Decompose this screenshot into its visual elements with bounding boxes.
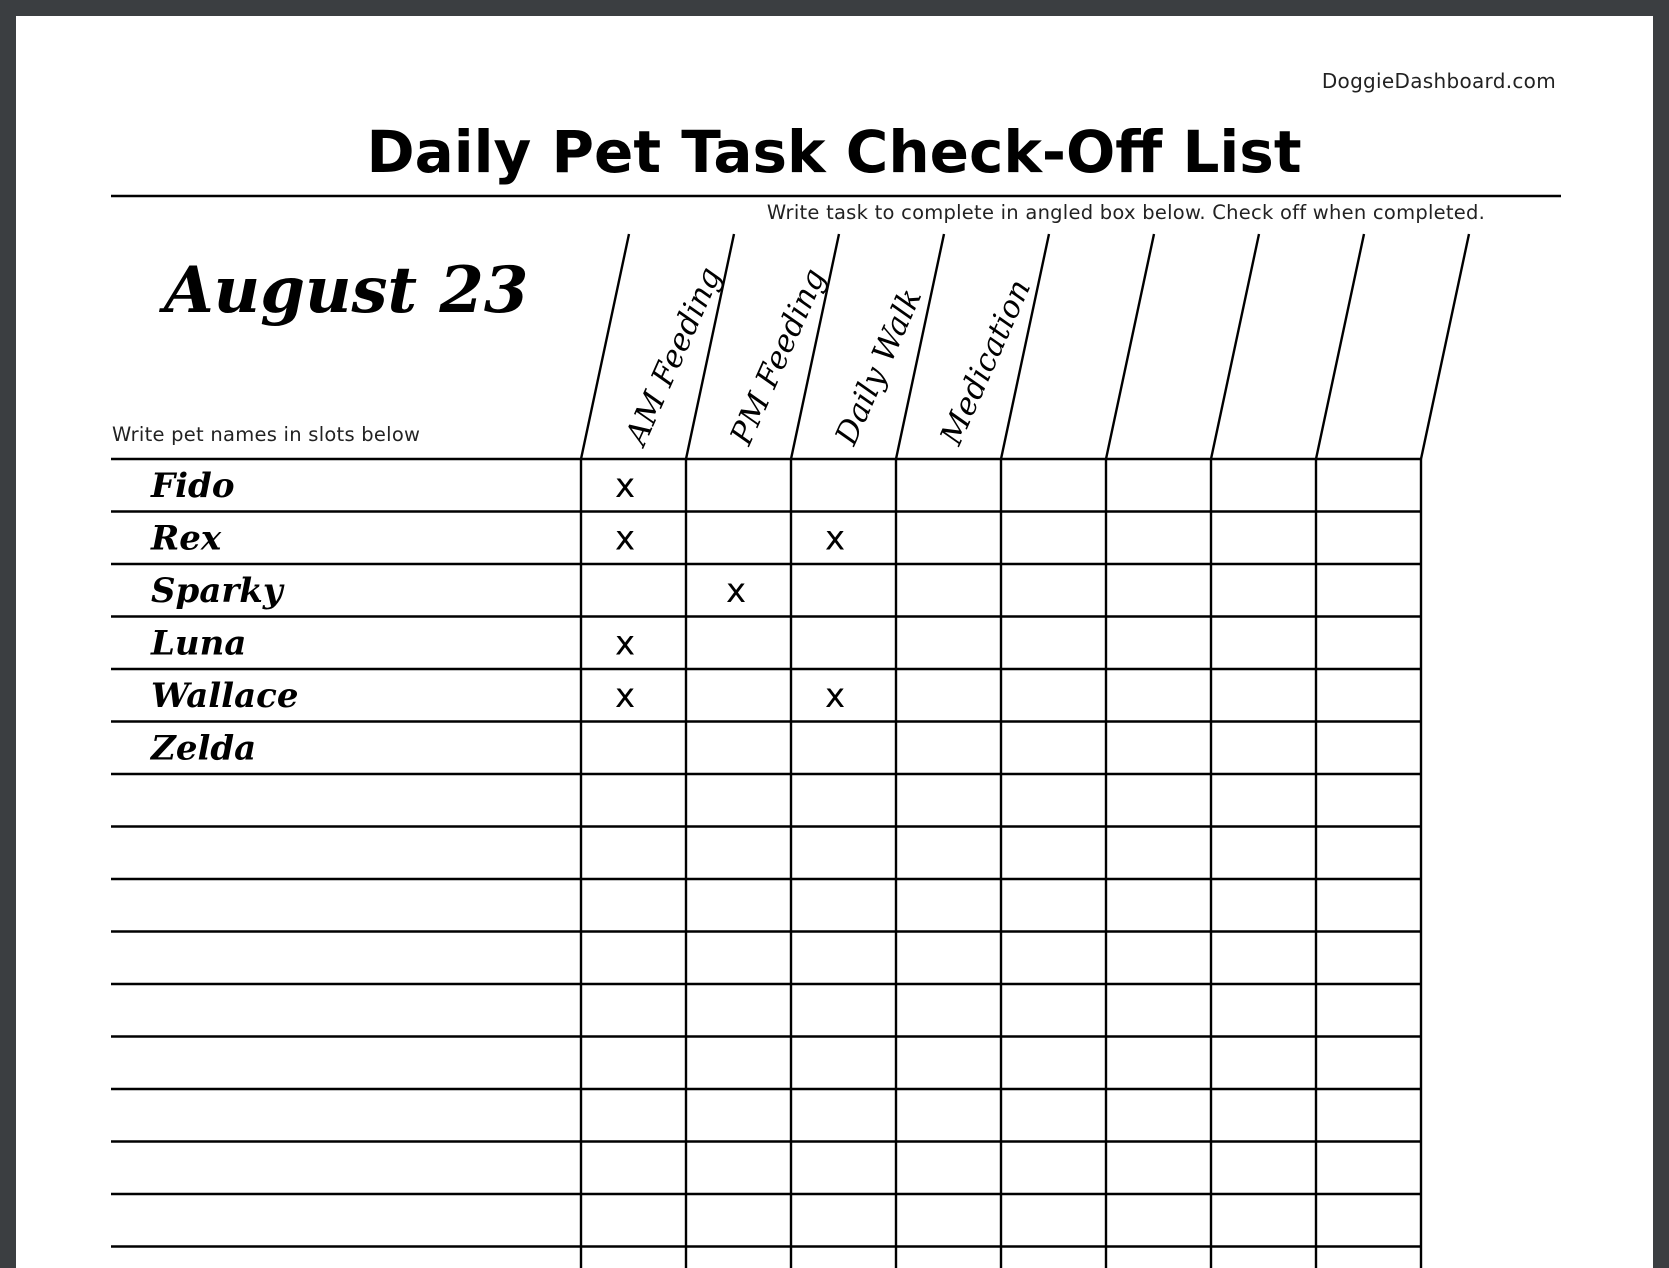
header-divider (1211, 234, 1259, 459)
task-grid (111, 234, 1469, 1268)
check-mark: x (614, 676, 636, 716)
checklist-sheet (16, 16, 1653, 1268)
check-mark: x (614, 466, 636, 506)
pet-name: Fido (151, 466, 235, 506)
check-mark: x (725, 571, 747, 611)
pet-name: Luna (151, 623, 247, 664)
pet-name: Wallace (151, 676, 299, 716)
page-title: Daily Pet Task Check-Off List (366, 118, 1302, 186)
site-name: DoggieDashboard.com (1321, 69, 1556, 93)
header-divider (1106, 234, 1154, 459)
date-label: August 23 (164, 253, 529, 328)
task-instruction: Write task to complete in angled box below. Check off when completed. (766, 201, 1486, 224)
check-mark: x (824, 676, 846, 716)
task-header-label: AM Feeding (618, 261, 729, 451)
check-mark: x (614, 623, 636, 664)
task-header-label: Daily Walk (828, 283, 930, 451)
header-divider (1421, 234, 1469, 459)
header-divider (581, 234, 629, 459)
task-header-label: Medication (933, 274, 1039, 451)
pet-name: Sparky (151, 571, 283, 611)
pet-name: Zelda (151, 728, 257, 769)
header-divider (1316, 234, 1364, 459)
task-header-label: PM Feeding (723, 263, 833, 451)
check-mark: x (824, 518, 846, 559)
checklist-page (16, 16, 1653, 1268)
pet-instruction: Write pet names in slots below (112, 423, 421, 446)
check-mark: x (614, 518, 636, 559)
pet-name: Rex (151, 518, 222, 559)
